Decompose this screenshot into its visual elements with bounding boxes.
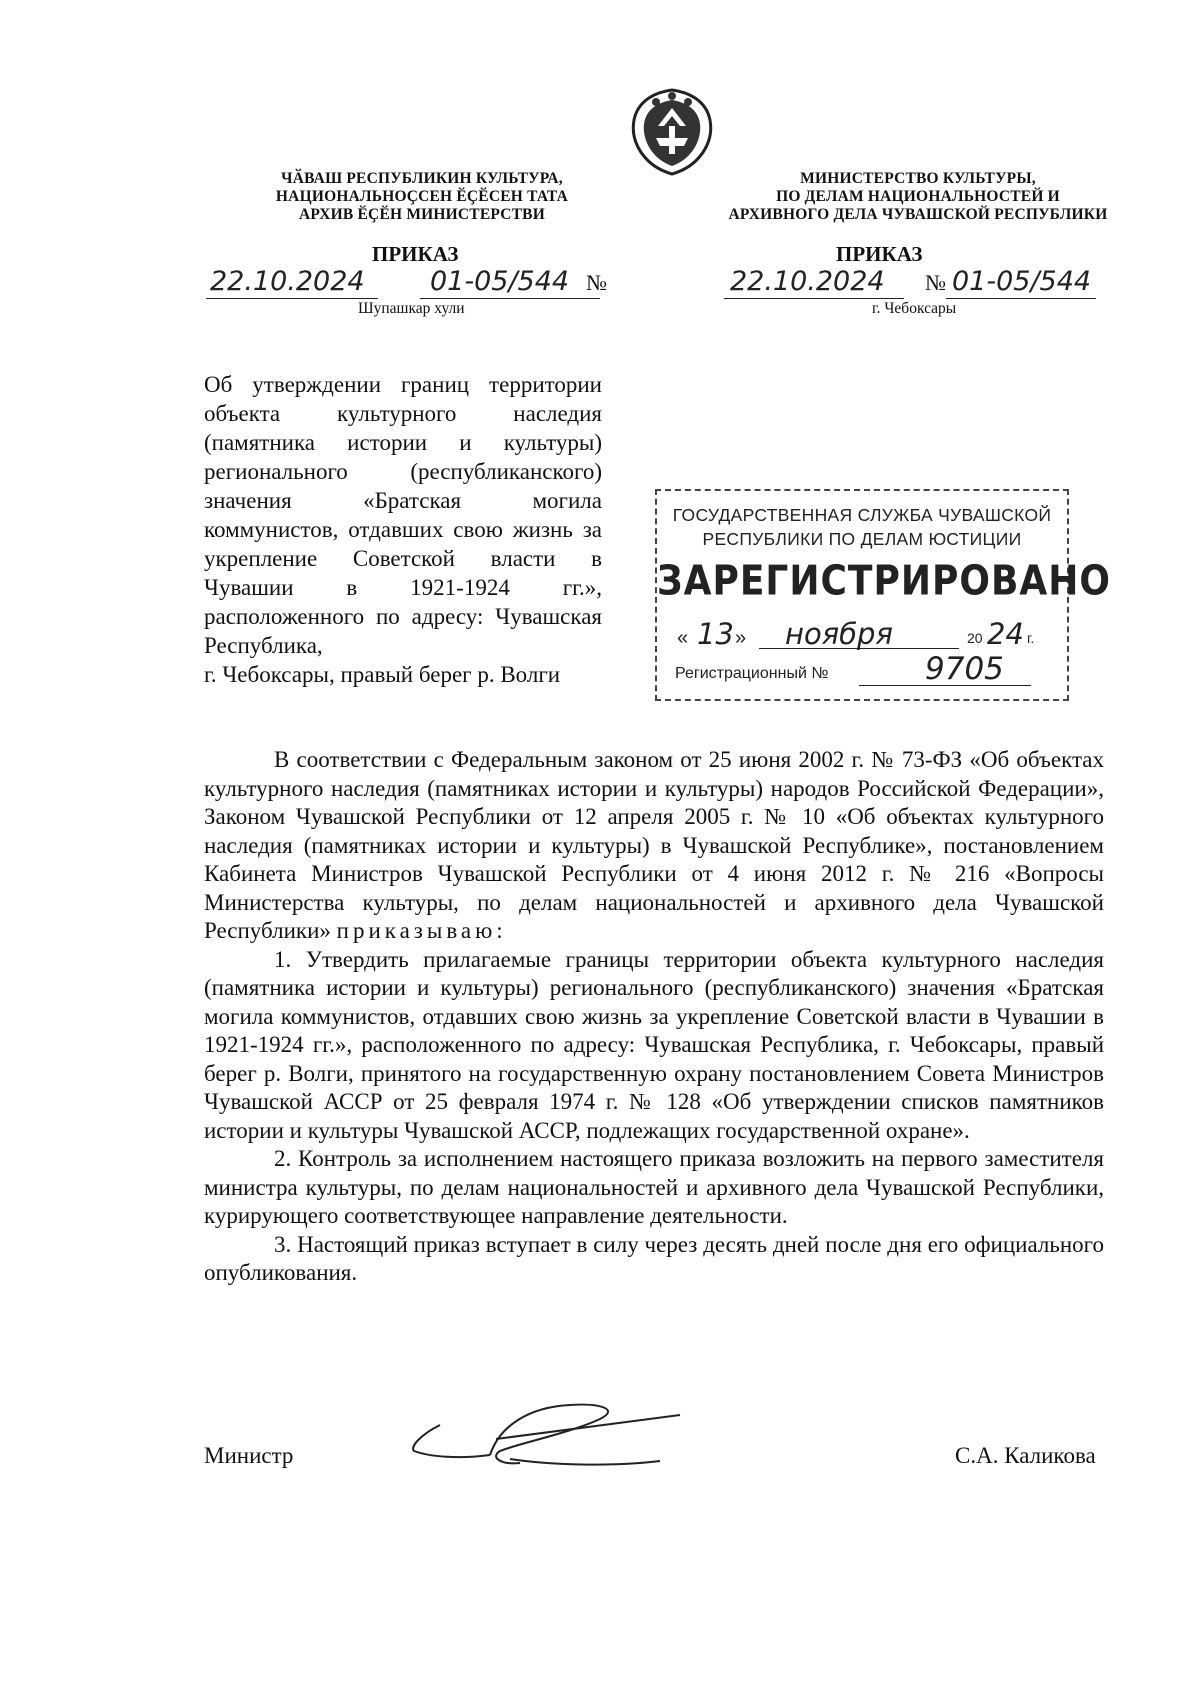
ministry-name-chuvash bbox=[262, 170, 582, 224]
order-item-1: 1. Утвердить прилагаемые границы территории объекта культурного наследия (памятника истории и культуры) регионального (республиканского) значения «Братская могила коммунистов, отдавших свою жизнь за укрепление Советской власти в Чувашии в 1921-1924 гг.», расположенного по адресу: Чувашская Республика, г. Чебоксары, правый берег р. Волги, принятого на государственную охрану постановлением Совета Министров Чувашской АССР от 25 февраля 1974 г. № 128 «Об утверждении списков памятников истории и культуры Чувашской АССР, подлежащих государственной охране». bbox=[204, 946, 1104, 1143]
order-subject-text: Об утверждении границ территории объекта культурного наследия (памятника истории и культуры) регионального (республиканского) значения «Братская могила коммунистов, отдавших свою жизнь за укрепление Советской власти в Чувашии в 1921-1924 гг.», расположенного по адресу: Чувашская Республика, bbox=[204, 372, 602, 658]
number-underline-right bbox=[946, 298, 1096, 299]
ministry-name-line: МИНИСТЕРСТВО КУЛЬТУРЫ, bbox=[800, 170, 1036, 187]
preamble-text: В соответствии с Федеральным законом от 25 июня 2002 г. № 73-ФЗ «Об объектах культурного наследия (памятниках истории и культуры) народов Российской Федерации», Законом Чувашской Республики от 12 апреля 2005 г. № 10 «Об объектах культурного наследия (памятниках истории и культуры) в Чувашской Республике», постановлением Кабинета Министров Чувашской Республики от 4 июня 2012 г. № 216 «Вопросы Министерства культуры, по делам национальностей и архивного дела Чувашской Республики» bbox=[204, 747, 1104, 943]
registration-stamp bbox=[655, 489, 1111, 701]
stamp-month-underline bbox=[759, 648, 959, 649]
stamp-quote-open: « bbox=[677, 627, 689, 649]
stamp-year-prefix: 20 bbox=[967, 630, 983, 646]
doc-type-chuvash: ПРИКАЗ bbox=[372, 242, 459, 266]
stamp-quote-close: » bbox=[735, 627, 747, 649]
signatory-name: С.А. Каликова bbox=[955, 1443, 1096, 1468]
stamp-reg-row bbox=[675, 651, 1055, 691]
stamp-reg-label: Регистрационный № bbox=[675, 665, 829, 682]
number-sign-left: № bbox=[586, 270, 607, 295]
handwritten-signature bbox=[400, 1395, 700, 1485]
stamp-date-row bbox=[675, 617, 1055, 651]
stamp-reg-underline bbox=[859, 685, 1031, 686]
stamp-agency-line: РЕСПУБЛИКИ ПО ДЕЛАМ ЮСТИЦИИ bbox=[702, 529, 1022, 549]
ministry-name-line: ПО ДЕЛАМ НАЦИОНАЛЬНОСТЕЙ И bbox=[776, 188, 1060, 205]
order-date-left: 22.10.2024 bbox=[210, 266, 365, 297]
ministry-name-line: НАЦИОНАЛЬНОҪСЕН ӖҪӖСЕН ТАТА bbox=[275, 188, 569, 205]
stamp-registered-label: ЗАРЕГИСТРИРОВАНО bbox=[657, 557, 1111, 606]
order-number-left: 01-05/544 bbox=[430, 266, 570, 297]
ministry-name-line: АРХИВ ӖҪӖН МИНИСТЕРСТВИ bbox=[299, 206, 545, 223]
order-date-right: 22.10.2024 bbox=[730, 266, 885, 297]
ministry-name-line: АРХИВНОГО ДЕЛА ЧУВАШСКОЙ РЕСПУБЛИКИ bbox=[728, 206, 1108, 223]
order-item-3: 3. Настоящий приказ вступает в силу через десять дней после дня его официального опубликования. bbox=[204, 1231, 1104, 1285]
place-chuvash: Шупашкар хули bbox=[358, 300, 465, 317]
order-number-right: 01-05/544 bbox=[952, 266, 1092, 297]
ministry-name-russian bbox=[718, 170, 1118, 224]
stamp-month: ноября bbox=[785, 617, 893, 651]
number-underline-left bbox=[420, 298, 600, 299]
chuvash-republic-emblem-icon bbox=[626, 86, 718, 178]
stamp-agency-line: ГОСУДАРСТВЕННАЯ СЛУЖБА ЧУВАШСКОЙ bbox=[672, 505, 1052, 525]
order-item-2: 2. Контроль за исполнением настоящего приказа возложить на первого заместителя министра культуры, по делам национальностей и архивного дела Чувашской Республики, курирующего соответствующее направление деятельности. bbox=[204, 1146, 1104, 1228]
signatory-title: Министр bbox=[204, 1443, 294, 1468]
ministry-name-line: ЧӐВАШ РЕСПУБЛИКИН КУЛЬТУРА, bbox=[281, 170, 563, 187]
doc-type-russian: ПРИКАЗ bbox=[836, 242, 923, 266]
place-russian: г. Чебоксары bbox=[872, 300, 957, 317]
number-sign-right: № bbox=[925, 270, 946, 295]
preamble-paragraph bbox=[204, 746, 1104, 946]
stamp-reg-number: 9705 bbox=[925, 651, 1004, 687]
stamp-year-unit: г. bbox=[1027, 630, 1035, 646]
order-body bbox=[204, 746, 1104, 1288]
order-subject-last-line: г. Чебоксары, правый берег р. Волги bbox=[204, 662, 561, 687]
stamp-day: 13 bbox=[697, 617, 734, 651]
date-underline-left bbox=[206, 298, 378, 299]
date-underline-right bbox=[724, 298, 904, 299]
stamp-year-suffix: 24 bbox=[987, 617, 1024, 651]
order-word: приказываю: bbox=[336, 918, 507, 943]
order-subject bbox=[204, 370, 602, 689]
